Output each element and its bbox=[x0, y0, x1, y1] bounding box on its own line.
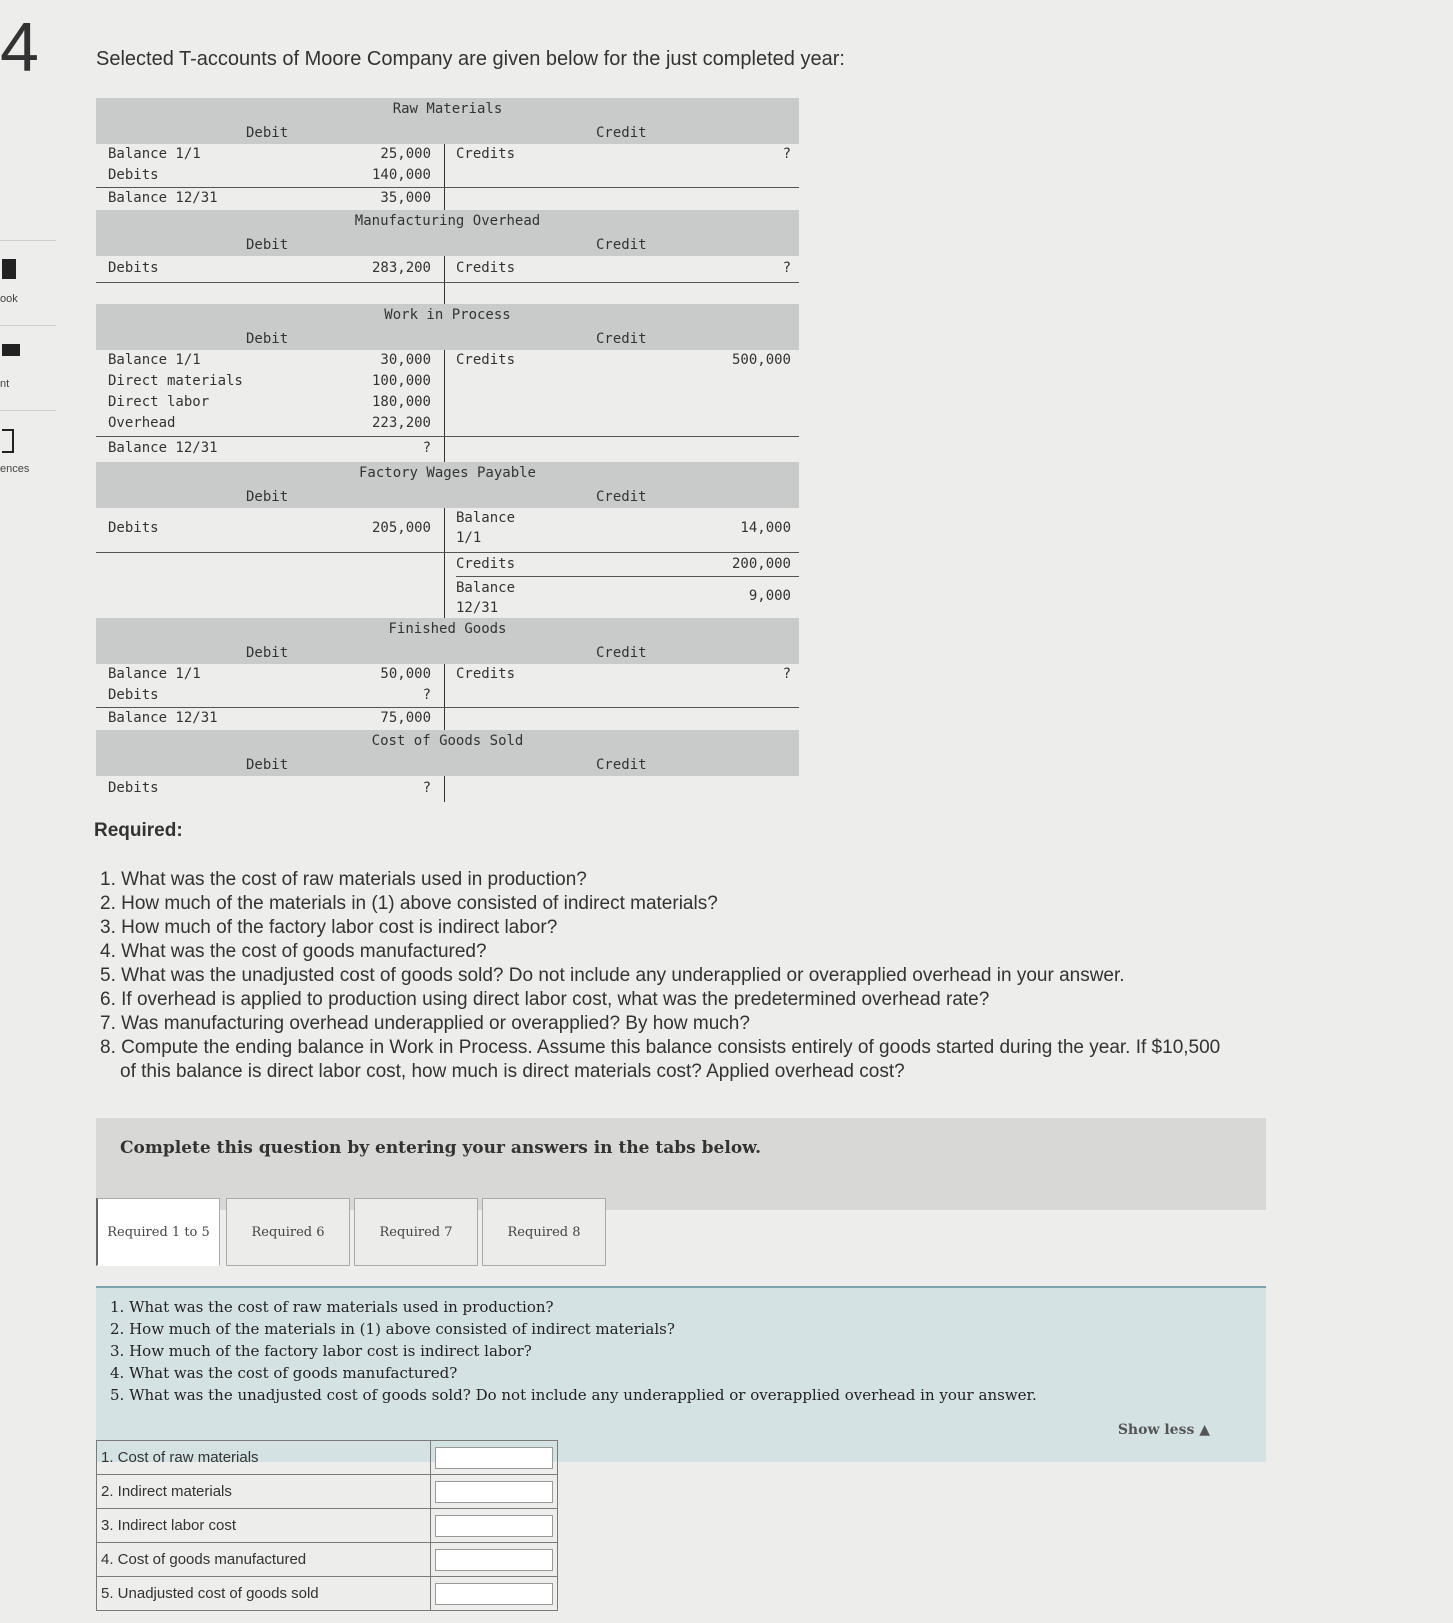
tab-required-6[interactable]: Required 6 bbox=[226, 1198, 350, 1266]
entry-label: Debits bbox=[108, 687, 159, 703]
tab-panel bbox=[96, 1286, 1266, 1462]
debit-header: Debit bbox=[246, 237, 289, 253]
entry-amount: ? bbox=[422, 780, 431, 796]
credit-header: Credit bbox=[596, 757, 647, 773]
answer-input-4[interactable] bbox=[435, 1549, 553, 1571]
panel-question-item: 2. How much of the materials in (1) above consisted of indirect materials? bbox=[110, 1320, 675, 1338]
sidebar-item-label: ook bbox=[0, 293, 18, 305]
question-item: 3. How much of the factory labor cost is indirect labor? bbox=[100, 917, 558, 938]
entry-label: Balance 1/1 bbox=[108, 146, 201, 162]
credit-header: Credit bbox=[596, 645, 647, 661]
entry-amount: 180,000 bbox=[371, 394, 431, 410]
answer-input-3[interactable] bbox=[435, 1515, 553, 1537]
entry-label: Balance 1/1 bbox=[108, 352, 201, 368]
entry-label: Balance 1/1 bbox=[108, 666, 201, 682]
tab-required-8[interactable]: Required 8 bbox=[482, 1198, 606, 1266]
entry-amount: 140,000 bbox=[371, 167, 431, 183]
credit-amount: 14,000 bbox=[740, 520, 791, 536]
account-title: Manufacturing Overhead bbox=[354, 213, 541, 229]
credit-label-date: 12/31 bbox=[456, 600, 499, 616]
question-item-continued: of this balance is direct labor cost, how much is direct materials cost? Applied overhead cost? bbox=[120, 1061, 905, 1082]
account-title: Cost of Goods Sold bbox=[371, 733, 524, 749]
credit-header: Credit bbox=[596, 237, 647, 253]
sidebar-item-ebook[interactable] bbox=[0, 240, 56, 325]
entry-amount: 30,000 bbox=[380, 352, 431, 368]
answer-input-5[interactable] bbox=[435, 1583, 553, 1605]
credit-amount: 200,000 bbox=[731, 556, 791, 572]
panel-question-item: 1. What was the cost of raw materials used in production? bbox=[110, 1298, 554, 1316]
sidebar-item-hint[interactable] bbox=[0, 325, 56, 410]
question-item: 6. If overhead is applied to production using direct labor cost, what was the predetermined overhead rate? bbox=[100, 989, 990, 1010]
credit-label: Credits bbox=[456, 352, 516, 368]
credit-header: Credit bbox=[596, 125, 647, 141]
answer-row-label: 1. Cost of raw materials bbox=[97, 1441, 431, 1475]
entry-amount: 100,000 bbox=[371, 373, 431, 389]
hint-icon bbox=[2, 344, 20, 356]
sidebar bbox=[0, 240, 56, 495]
account-title: Work in Process bbox=[384, 307, 511, 323]
debit-header: Debit bbox=[246, 331, 289, 347]
debit-header: Debit bbox=[246, 645, 289, 661]
entry-amount: 25,000 bbox=[380, 146, 431, 162]
entry-amount: ? bbox=[422, 440, 431, 456]
panel-question-item: 5. What was the unadjusted cost of goods sold? Do not include any underapplied or overapplied overhead in your answer. bbox=[110, 1386, 1037, 1404]
references-icon bbox=[2, 429, 14, 453]
answer-table bbox=[96, 1440, 558, 1611]
entry-amount: 35,000 bbox=[380, 190, 431, 206]
credit-label: Credits bbox=[456, 556, 516, 572]
show-less-link[interactable]: Show less ▲ bbox=[1117, 1422, 1210, 1438]
credit-label: Credits bbox=[456, 260, 516, 276]
question-item: 8. Compute the ending balance in Work in Process. Assume this balance consists entirely of goods started during the year. If $10,500 bbox=[100, 1037, 1221, 1058]
answer-input-2[interactable] bbox=[435, 1481, 553, 1503]
instruction-banner bbox=[96, 1118, 1266, 1210]
table-row bbox=[97, 1441, 558, 1475]
question-number: 4 bbox=[0, 8, 39, 86]
question-item: 7. Was manufacturing overhead underapplied or overapplied? By how much? bbox=[100, 1013, 750, 1034]
question-item: 1. What was the cost of raw materials used in production? bbox=[100, 869, 587, 890]
debit-header: Debit bbox=[246, 489, 289, 505]
entry-amount: 283,200 bbox=[371, 260, 431, 276]
required-label: Required: bbox=[94, 820, 183, 841]
sidebar-item-references[interactable] bbox=[0, 410, 56, 495]
table-row bbox=[97, 1577, 558, 1611]
account-title: Factory Wages Payable bbox=[358, 465, 536, 481]
tab-required-7[interactable]: Required 7 bbox=[354, 1198, 478, 1266]
sidebar-item-label: ences bbox=[0, 463, 30, 475]
panel-question-item: 3. How much of the factory labor cost is indirect labor? bbox=[110, 1342, 532, 1360]
t-account-cost-of-goods-sold bbox=[96, 730, 799, 802]
answer-row-label: 3. Indirect labor cost bbox=[97, 1509, 431, 1543]
entry-label: Balance 12/31 bbox=[108, 710, 218, 726]
entry-label: Balance 12/31 bbox=[108, 190, 218, 206]
entry-label: Debits bbox=[108, 167, 159, 183]
account-title: Finished Goods bbox=[388, 621, 507, 637]
debit-header: Debit bbox=[246, 757, 289, 773]
credit-header: Credit bbox=[596, 489, 647, 505]
entry-label: Debits bbox=[108, 780, 159, 796]
answer-row-label: 5. Unadjusted cost of goods sold bbox=[97, 1577, 431, 1611]
sidebar-item-label: nt bbox=[0, 378, 10, 390]
question-item: 4. What was the cost of goods manufactured? bbox=[100, 941, 487, 962]
entry-label: Balance 12/31 bbox=[108, 440, 218, 456]
entry-amount: 75,000 bbox=[380, 710, 431, 726]
credit-label: Balance bbox=[456, 580, 516, 596]
answer-row-label: 2. Indirect materials bbox=[97, 1475, 431, 1509]
credit-amount: ? bbox=[782, 666, 791, 682]
tab-required-1-to-5[interactable]: Required 1 to 5 bbox=[96, 1198, 220, 1266]
book-icon bbox=[2, 259, 16, 279]
answer-row-label: 4. Cost of goods manufactured bbox=[97, 1543, 431, 1577]
question-item: 2. How much of the materials in (1) above consisted of indirect materials? bbox=[100, 893, 718, 914]
entry-label: Debits bbox=[108, 260, 159, 276]
intro-text: Selected T-accounts of Moore Company are given below for the just completed year: bbox=[96, 48, 845, 70]
entry-label: Debits bbox=[108, 520, 159, 536]
table-row bbox=[97, 1509, 558, 1543]
entry-amount: 205,000 bbox=[371, 520, 431, 536]
debit-header: Debit bbox=[246, 125, 289, 141]
t-account-finished-goods bbox=[96, 618, 799, 730]
entry-amount: 223,200 bbox=[371, 415, 431, 431]
t-account-work-in-process bbox=[96, 304, 799, 462]
credit-header: Credit bbox=[596, 331, 647, 347]
credit-amount: ? bbox=[782, 260, 791, 276]
credit-label: Credits bbox=[456, 666, 516, 682]
panel-question-item: 4. What was the cost of goods manufactured? bbox=[110, 1364, 458, 1382]
required-questions bbox=[100, 868, 1400, 1084]
entry-amount: ? bbox=[422, 687, 431, 703]
entry-label: Direct materials bbox=[108, 373, 243, 389]
t-account-manufacturing-overhead bbox=[96, 210, 799, 304]
table-row bbox=[97, 1475, 558, 1509]
credit-label-date: 1/1 bbox=[456, 530, 482, 546]
account-title: Raw Materials bbox=[392, 101, 503, 117]
credit-amount: 500,000 bbox=[731, 352, 791, 368]
table-row bbox=[97, 1543, 558, 1577]
question-item: 5. What was the unadjusted cost of goods sold? Do not include any underapplied or overapplied overhead in your answer. bbox=[100, 965, 1125, 986]
entry-label: Direct labor bbox=[108, 394, 210, 410]
entry-amount: 50,000 bbox=[380, 666, 431, 682]
t-accounts bbox=[96, 98, 799, 802]
panel-questions bbox=[110, 1296, 1037, 1406]
answer-input-1[interactable] bbox=[435, 1447, 553, 1469]
credit-amount: ? bbox=[782, 146, 791, 162]
t-account-raw-materials bbox=[96, 98, 799, 210]
instruction-text: Complete this question by entering your answers in the tabs below. bbox=[120, 1138, 761, 1158]
credit-label: Balance bbox=[456, 510, 516, 526]
credit-amount: 9,000 bbox=[748, 588, 791, 604]
entry-label: Overhead bbox=[108, 415, 176, 431]
credit-label: Credits bbox=[456, 146, 516, 162]
t-account-factory-wages-payable bbox=[96, 462, 799, 618]
